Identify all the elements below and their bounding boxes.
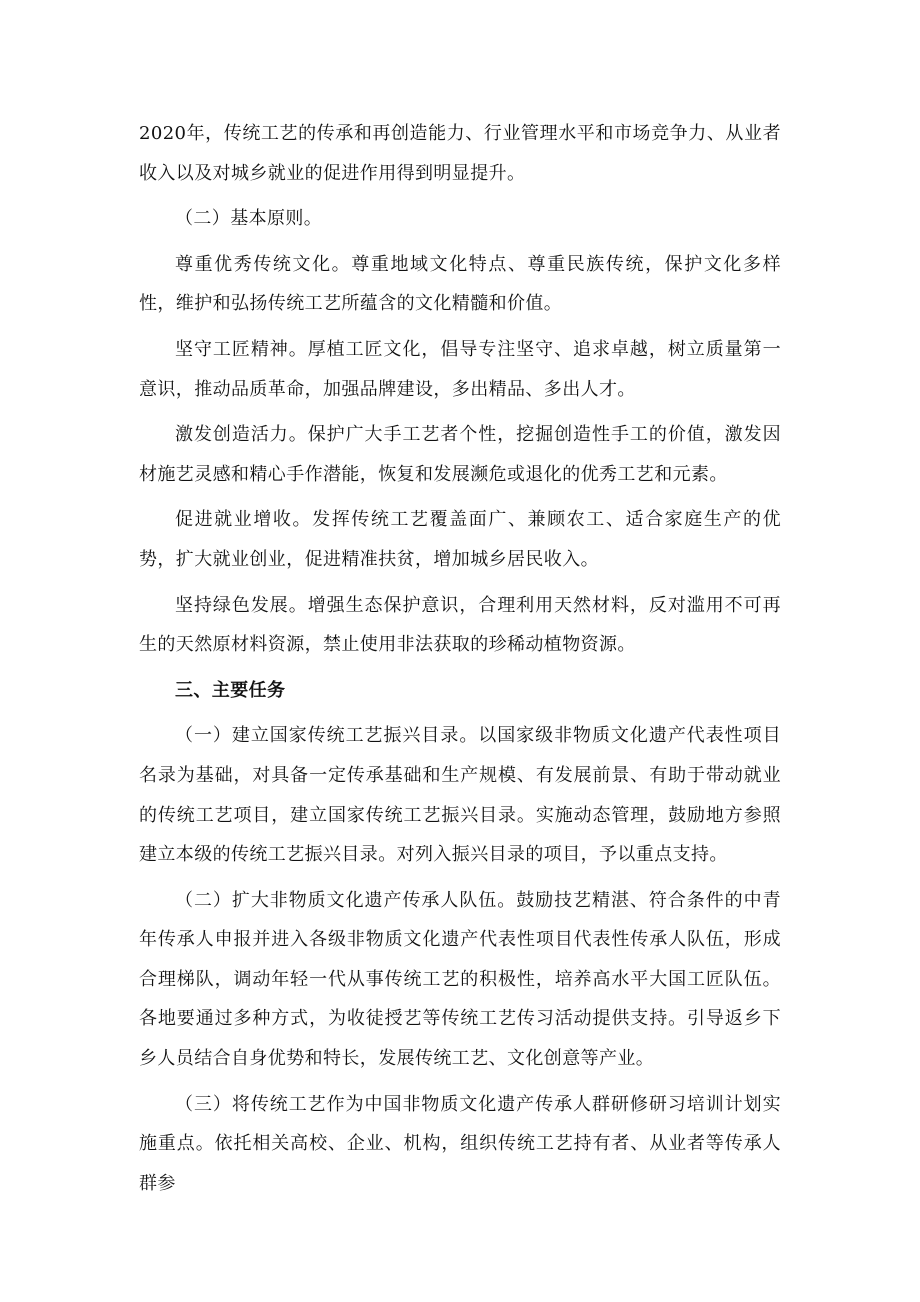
principle-craftsman-spirit: [139, 330, 781, 409]
principle-lead: 坚持绿色发展。: [175, 594, 308, 616]
task-inheritors: [139, 881, 781, 1079]
section-heading-main-tasks: 三、主要任务: [175, 679, 286, 701]
document-body: [139, 114, 781, 1209]
principle-text: 保护广大手工艺者个性，挖掘创造性手工的价值，激发因材施艺灵感和精心手作潜能，恢复和发展濒危或退化的优秀工艺和元素。: [139, 424, 781, 485]
basic-principles-heading: （二）基本原则。: [175, 208, 323, 230]
principle-lead: 激发创造活力。: [175, 424, 308, 446]
intro-paragraph-text: 2020年，传统工艺的传承和再创造能力、行业管理水平和市场竞争力、从业者收入以及对城乡就业的促进作用得到明显提升。: [139, 123, 781, 184]
task-lead: （一）建立国家传统工艺振兴目录。: [175, 725, 479, 747]
principle-lead: 促进就业增收。: [175, 509, 313, 531]
principle-text: 厚植工匠文化，倡导专注坚守、追求卓越，树立质量第一意识，推动品质革命，加强品牌建设，多出精品、多出人才。: [139, 338, 781, 400]
principle-text: 发挥传统工艺覆盖面广、兼顾农工、适合家庭生产的优势，扩大就业创业，促进精准扶贫，增加城乡居民收入。: [139, 509, 781, 570]
principle-text: 增强生态保护意识，合理利用天然材料，反对滥用不可再生的天然原材料资源，禁止使用非法获取的珍稀动植物资源。: [139, 594, 781, 656]
task-lead: （二）扩大非物质文化遗产传承人队伍。: [175, 889, 517, 911]
task-directory: [139, 716, 781, 874]
task-text: 依托相关高校、企业、机构，组织传统工艺持有者、从业者等传承人群参: [139, 1133, 781, 1194]
task-text: 鼓励技艺精湛、符合条件的中青年传承人申报并进入各级非物质文化遗产代表性项目代表性传承人队伍，形成合理梯队，调动年轻一代从事传统工艺的积极性，培养高水平大国工匠队伍。各地要通过多种方式，为收徒授艺等传统工艺传习活动提供支持。引导返乡下乡人员结合自身优势和特长，发展传统工艺、文化创意等产业。: [139, 889, 781, 1070]
principle-employment: [139, 500, 781, 579]
task-text: 以国家级非物质文化遗产代表性项目名录为基础，对具备一定传承基础和生产规模、有发展前景、有助于带动就业的传统工艺项目，建立国家传统工艺振兴目录。实施动态管理，鼓励地方参照建立本级的传统工艺振兴目录。对列入振兴目录的项目，予以重点支持。: [139, 725, 781, 866]
intro-paragraph: [139, 114, 781, 193]
task-lead: （三）将传统工艺作为中国非物质文化遗产传承人群研修研习培训计划实施重点。: [139, 1093, 781, 1155]
principle-green-development: [139, 586, 781, 665]
principle-respect-culture: [139, 245, 781, 324]
principle-creativity: [139, 415, 781, 494]
principle-lead: 尊重优秀传统文化。: [175, 253, 352, 275]
task-training: [139, 1085, 781, 1204]
principle-lead: 坚守工匠精神。: [175, 338, 308, 360]
principle-text: 尊重地域文化特点、尊重民族传统，保护文化多样性，维护和弘扬传统工艺所蕴含的文化精髓和价值。: [139, 253, 781, 315]
